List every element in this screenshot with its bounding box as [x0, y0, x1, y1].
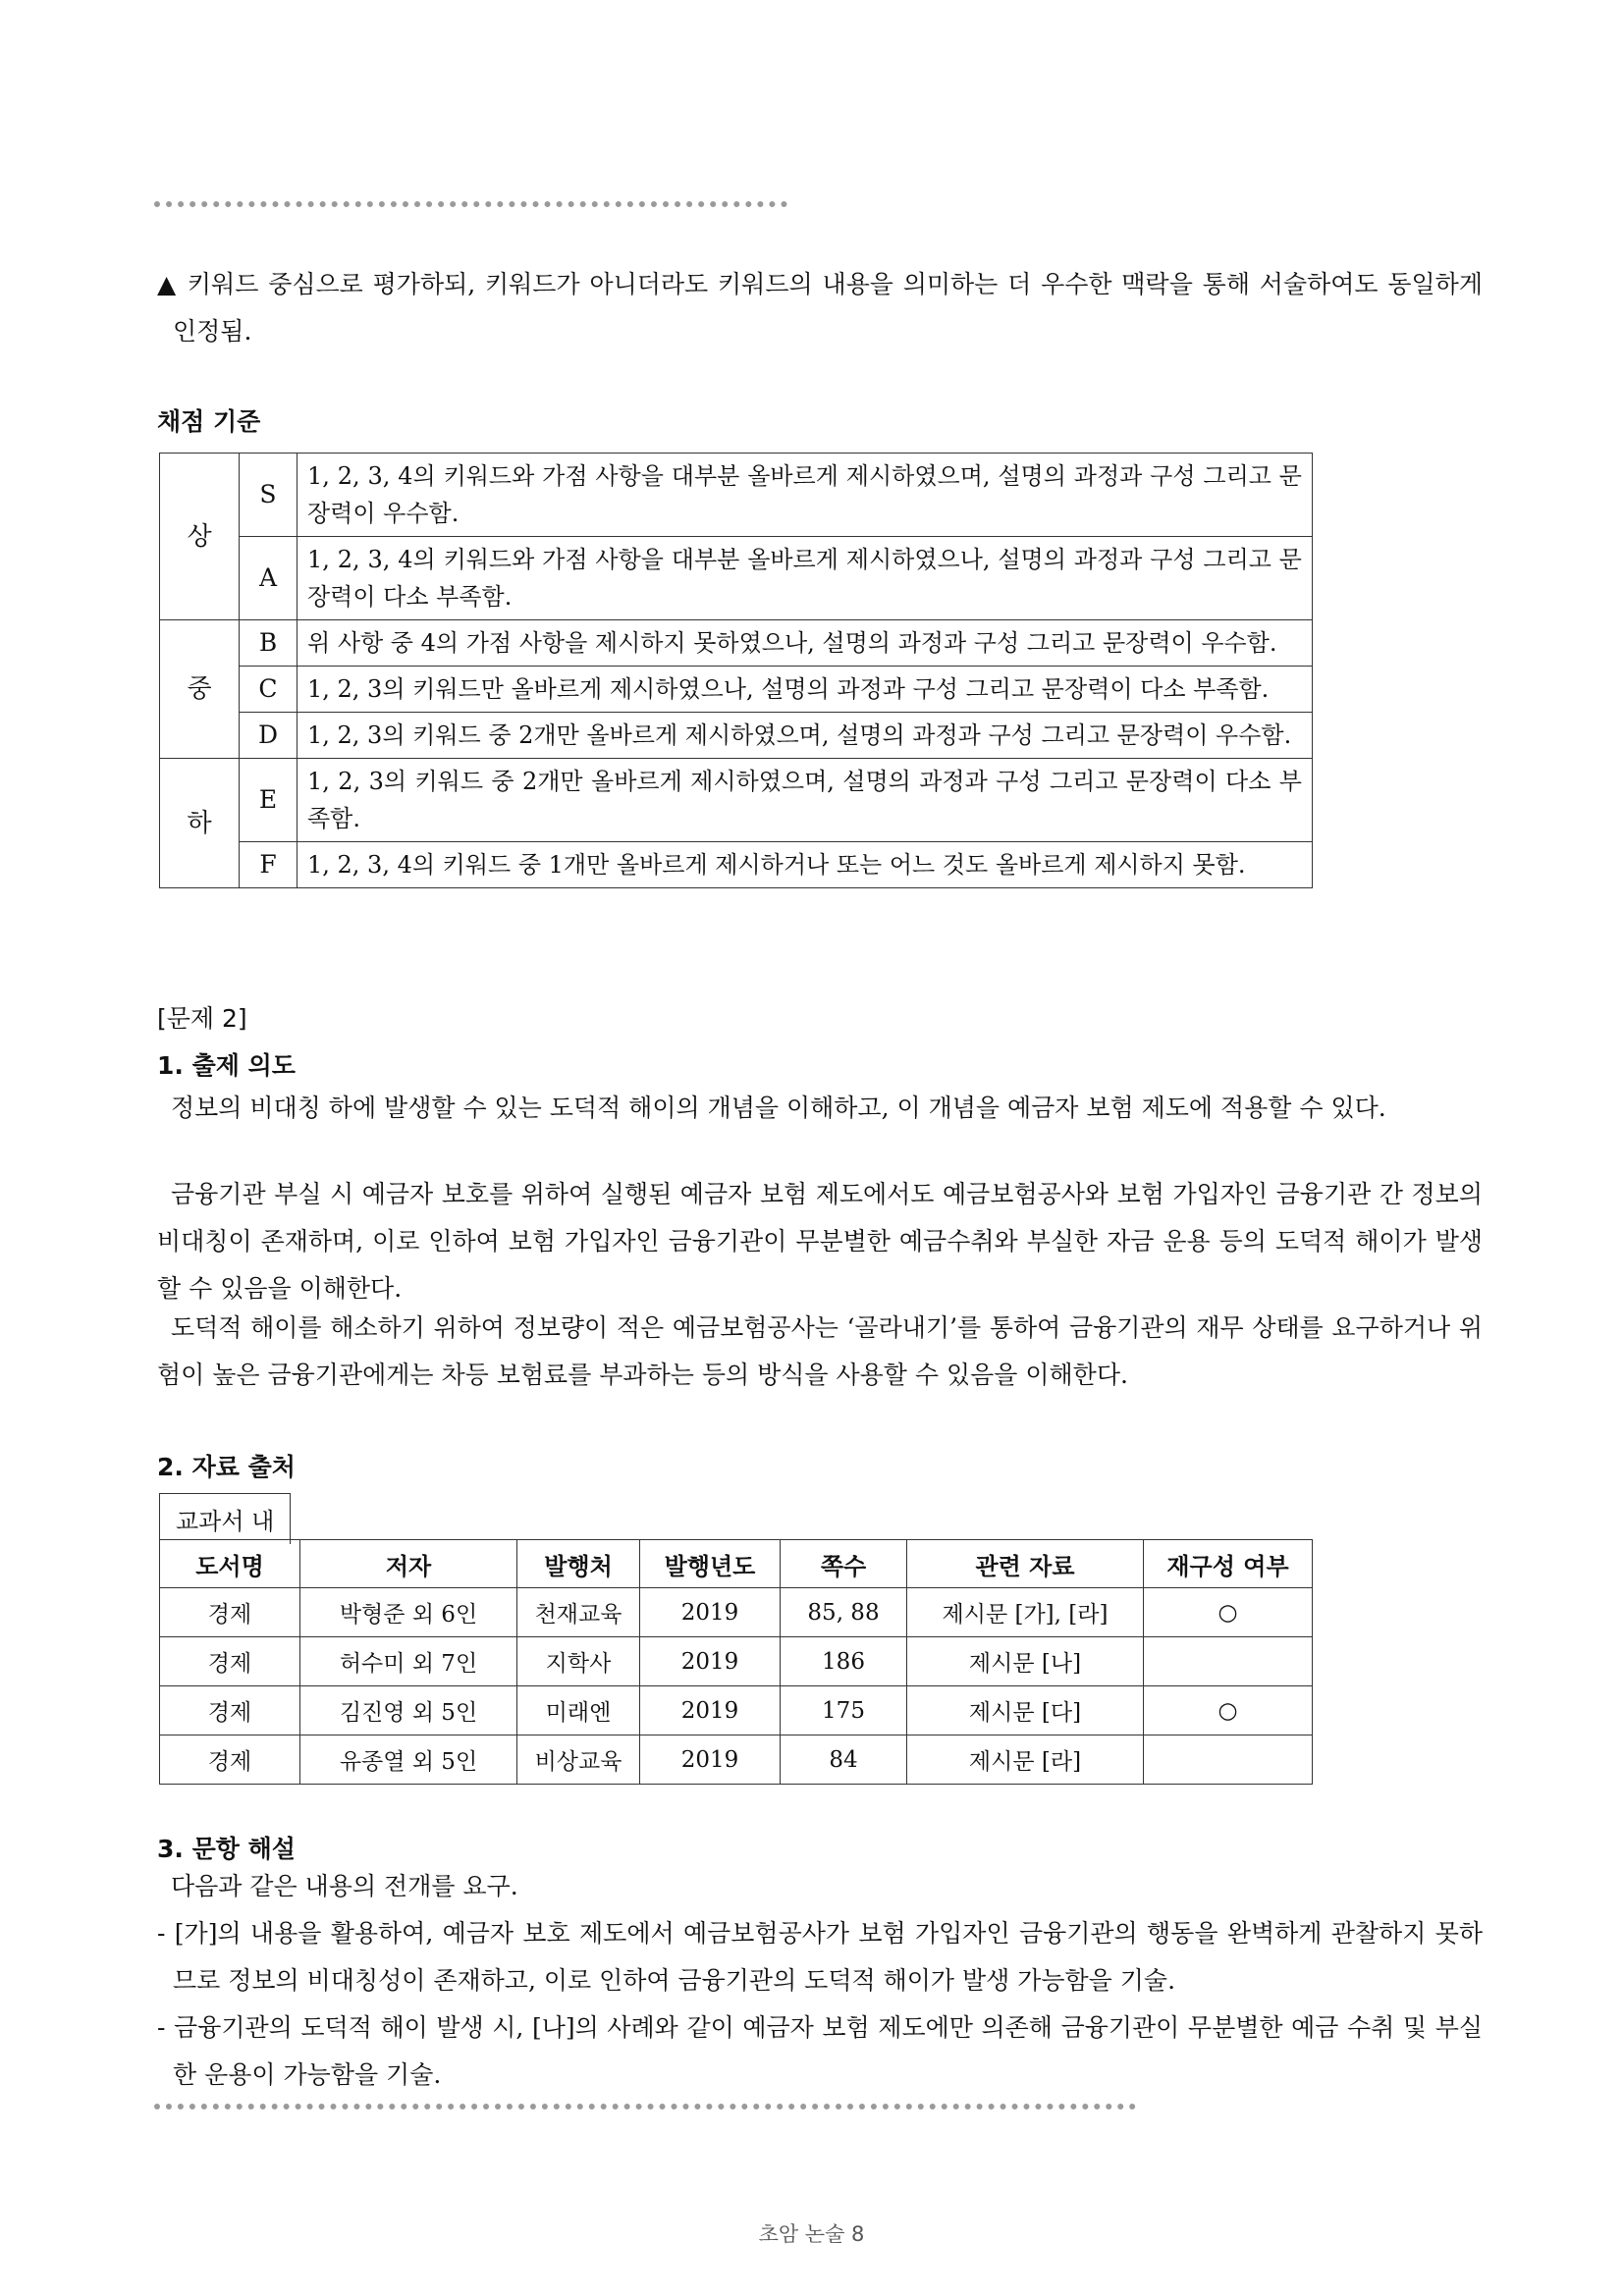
- grade-cell: F: [240, 842, 298, 888]
- intent-paragraph: 금융기관 부실 시 예금자 보호를 위하여 실행된 예금자 보험 제도에서도 예금보험공사와 보험 가입자인 금융기관 간 정보의 비대칭이 존재하며, 이로 인하여 보험 가입자인 금융기관이 무분별한 예금수취와 부실한 자금 운용 등의 도덕적 해이가 발생할 수 있음을 이해한다.: [157, 1180, 1483, 1303]
- grade-cell: E: [240, 759, 298, 842]
- table-row: [160, 1735, 1313, 1785]
- table-cell: 경제: [160, 1637, 300, 1686]
- table-cell: ○: [1144, 1686, 1313, 1735]
- table-cell: 유종열 외 5인: [300, 1735, 517, 1785]
- grade-cell: A: [240, 537, 298, 620]
- criteria-table: [159, 453, 1313, 888]
- intent-paragraph: 도덕적 해이를 해소하기 위하여 정보량이 적은 예금보험공사는 ‘골라내기’를 통하여 금융기관의 재무 상태를 요구하거나 위험이 높은 금융기관에게는 차등 보험료를 부과하는 등의 방식을 사용할 수 있음을 이해한다.: [157, 1313, 1483, 1389]
- table-row: [160, 537, 1313, 620]
- table-cell: 2019: [640, 1735, 781, 1785]
- table-cell: 지학사: [517, 1637, 640, 1686]
- table-row: [160, 1686, 1313, 1735]
- column-header: 도서명: [160, 1540, 300, 1588]
- intent-heading: 1. 출제 의도: [157, 1051, 296, 1080]
- grade-cell: S: [240, 454, 298, 537]
- level-low: 하: [160, 759, 240, 888]
- table-cell: 경제: [160, 1735, 300, 1785]
- table-cell: 2019: [640, 1686, 781, 1735]
- grade-cell: B: [240, 620, 298, 667]
- table-row: [160, 454, 1313, 537]
- analysis-item: - 금융기관의 도덕적 해이 발생 시, [나]의 사례와 같이 예금자 보험 제도에만 의존해 금융기관이 무분별한 예금 수취 및 부실한 운용이 가능함을 기술.: [157, 2013, 1483, 2089]
- grade-cell: D: [240, 713, 298, 759]
- column-header: 발행처: [517, 1540, 640, 1588]
- table-row: [160, 1588, 1313, 1637]
- table-row: [160, 1637, 1313, 1686]
- column-header: 저자: [300, 1540, 517, 1588]
- table-cell: [1144, 1637, 1313, 1686]
- table-cell: 85, 88: [781, 1588, 907, 1637]
- table-row: [160, 667, 1313, 713]
- source-heading: 2. 자료 출처: [157, 1453, 296, 1481]
- table-row: [160, 842, 1313, 888]
- grade-description: 1, 2, 3의 키워드 중 2개만 올바르게 제시하였으며, 설명의 과정과 구성 그리고 문장력이 우수함.: [298, 713, 1313, 759]
- column-header: 관련 자료: [907, 1540, 1144, 1588]
- table-cell: 허수미 외 7인: [300, 1637, 517, 1686]
- level-mid: 중: [160, 620, 240, 759]
- grade-description: 위 사항 중 4의 가점 사항을 제시하지 못하였으나, 설명의 과정과 구성 그리고 문장력이 우수함.: [298, 620, 1313, 667]
- table-cell: 제시문 [나]: [907, 1637, 1144, 1686]
- table-cell: 175: [781, 1686, 907, 1735]
- table-row: [160, 713, 1313, 759]
- table-header-row: [160, 1540, 1313, 1588]
- table-cell: 김진영 외 5인: [300, 1686, 517, 1735]
- table-cell: 2019: [640, 1588, 781, 1637]
- column-header: 발행년도: [640, 1540, 781, 1588]
- table-cell: 경제: [160, 1588, 300, 1637]
- table-cell: 비상교육: [517, 1735, 640, 1785]
- grade-description: 1, 2, 3, 4의 키워드 중 1개만 올바르게 제시하거나 또는 어느 것도 올바르게 제시하지 못함.: [298, 842, 1313, 888]
- table-cell: 제시문 [가], [라]: [907, 1588, 1144, 1637]
- analysis-heading: 3. 문항 해설: [157, 1835, 296, 1863]
- table-row: [160, 759, 1313, 842]
- top-dotted-divider: [154, 201, 787, 207]
- table-cell: 84: [781, 1735, 907, 1785]
- criteria-title: 채점 기준: [157, 407, 261, 436]
- table-cell: 제시문 [라]: [907, 1735, 1144, 1785]
- grade-description: 1, 2, 3, 4의 키워드와 가점 사항을 대부분 올바르게 제시하였으나, 설명의 과정과 구성 그리고 문장력이 다소 부족함.: [298, 537, 1313, 620]
- table-cell: 제시문 [다]: [907, 1686, 1144, 1735]
- level-high: 상: [160, 454, 240, 620]
- analysis-intro: 다음과 같은 내용의 전개를 요구.: [171, 1872, 518, 1900]
- grade-description: 1, 2, 3의 키워드 중 2개만 올바르게 제시하였으며, 설명의 과정과 구성 그리고 문장력이 다소 부족함.: [298, 759, 1313, 842]
- page-footer: 초암 논술 8: [758, 2222, 865, 2246]
- keyword-note: ▲ 키워드 중심으로 평가하되, 키워드가 아니더라도 키워드의 내용을 의미하는 더 우수한 맥락을 통해 서술하여도 동일하게 인정됨.: [157, 270, 1483, 346]
- grade-cell: C: [240, 667, 298, 713]
- table-cell: 2019: [640, 1637, 781, 1686]
- column-header: 쪽수: [781, 1540, 907, 1588]
- intent-paragraph: 정보의 비대칭 하에 발생할 수 있는 도덕적 해이의 개념을 이해하고, 이 개념을 예금자 보험 제도에 적용할 수 있다.: [171, 1094, 1386, 1122]
- table-cell: 미래엔: [517, 1686, 640, 1735]
- table-cell: ○: [1144, 1588, 1313, 1637]
- table-cell: [1144, 1735, 1313, 1785]
- source-table: [159, 1539, 1313, 1785]
- table-cell: 경제: [160, 1686, 300, 1735]
- table-row: [160, 620, 1313, 667]
- grade-description: 1, 2, 3의 키워드만 올바르게 제시하였으나, 설명의 과정과 구성 그리고 문장력이 다소 부족함.: [298, 667, 1313, 713]
- table-cell: 186: [781, 1637, 907, 1686]
- problem-label: [문제 2]: [157, 1004, 247, 1033]
- source-tab-label: 교과서 내: [159, 1493, 291, 1544]
- bottom-dotted-divider: [154, 2104, 1136, 2109]
- grade-description: 1, 2, 3, 4의 키워드와 가점 사항을 대부분 올바르게 제시하였으며, 설명의 과정과 구성 그리고 문장력이 우수함.: [298, 454, 1313, 537]
- table-cell: 천재교육: [517, 1588, 640, 1637]
- column-header: 재구성 여부: [1144, 1540, 1313, 1588]
- table-cell: 박형준 외 6인: [300, 1588, 517, 1637]
- analysis-item: - [가]의 내용을 활용하여, 예금자 보호 제도에서 예금보험공사가 보험 가입자인 금융기관의 행동을 완벽하게 관찰하지 못하므로 정보의 비대칭성이 존재하고, 이로 인하여 금융기관의 도덕적 해이가 발생 가능함을 기술.: [157, 1919, 1483, 1995]
